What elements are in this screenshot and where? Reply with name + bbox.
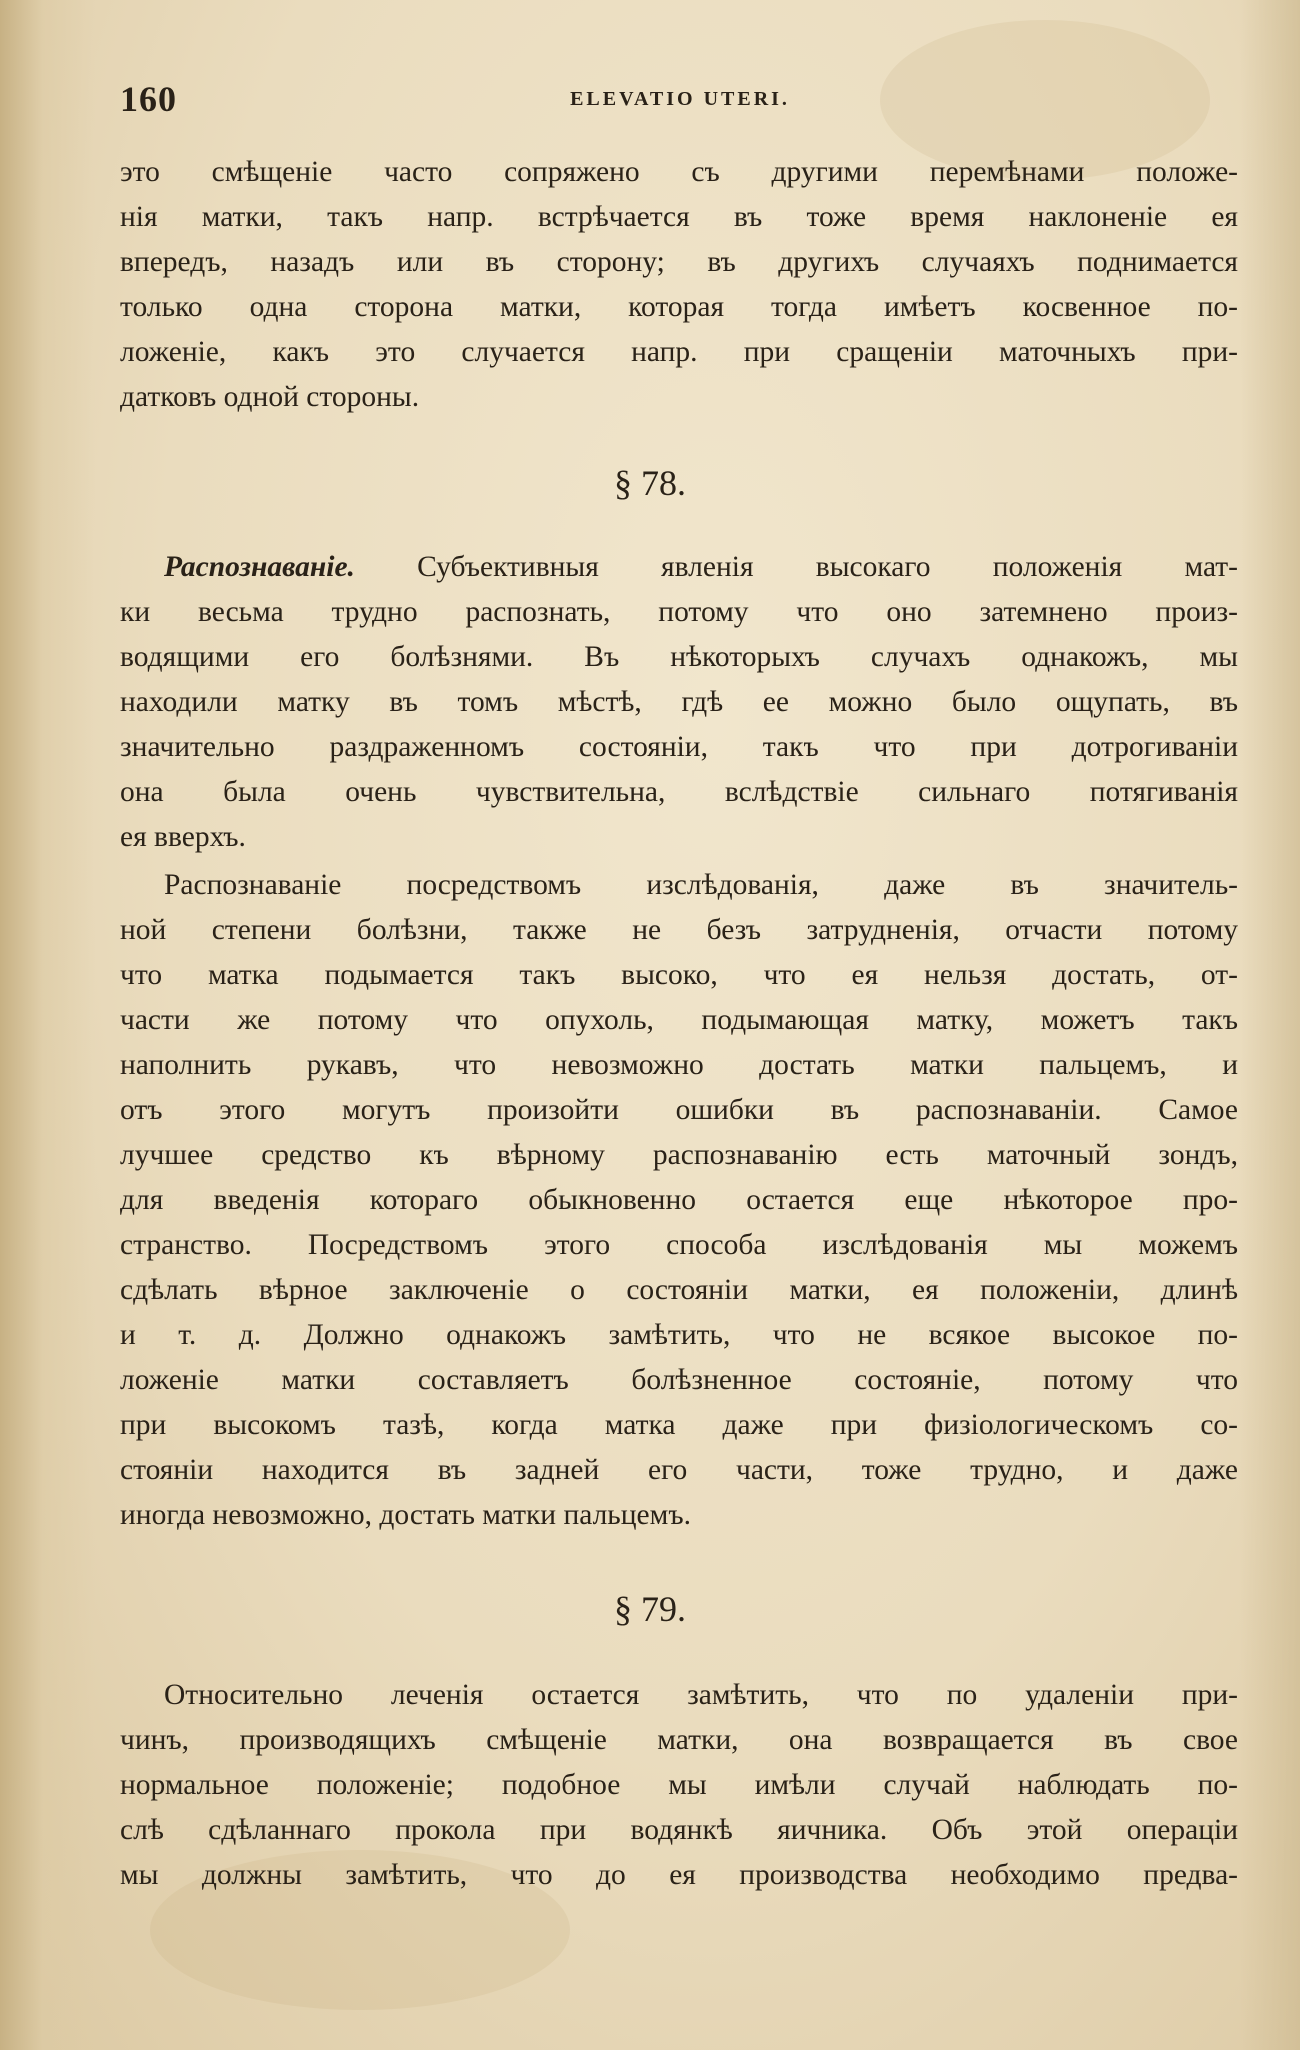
section-heading-79: § 79.: [614, 1589, 686, 1629]
text-line: что матка подымается такъ высоко, что ея нельзя достать, от-: [120, 959, 1238, 991]
text-line: нормальное положеніе; подобное мы имѣли случай наблюдать по-: [120, 1769, 1238, 1801]
text-line: ной степени болѣзни, также не безъ затрудненія, отчасти потому: [120, 914, 1238, 946]
paragraph-continued: [120, 150, 1238, 420]
running-head: ELEVATIO UTERI.: [570, 88, 790, 110]
text-line: слѣ сдѣланнаго прокола при водянкѣ яичника. Объ этой операціи: [120, 1814, 1238, 1846]
text-line: для введенія котораго обыкновенно остается еще нѣкоторое про-: [120, 1184, 1238, 1216]
paragraph-diagnosis: [120, 545, 1238, 860]
text-line: впередъ, назадъ или въ сторону; въ другихъ случаяхъ поднимается: [120, 246, 1238, 278]
text-line: она была очень чувствительна, вслѣдствіе сильнаго потягиванія: [120, 776, 1238, 808]
page-number: 160: [120, 79, 177, 119]
text-line: водящими его болѣзнями. Въ нѣкоторыхъ случахъ однакожъ, мы: [120, 641, 1238, 673]
paragraph-treatment: [120, 1673, 1238, 1898]
section-heading-78: § 78.: [614, 463, 686, 503]
text-line: значительно раздраженномъ состояніи, такъ что при дотрогиваніи: [120, 731, 1238, 763]
text-line: ложеніе, какъ это случается напр. при сращеніи маточныхъ при-: [120, 336, 1238, 368]
text-line: ея вверхъ.: [120, 821, 246, 853]
text-line: сдѣлать вѣрное заключеніе о состояніи матки, ея положеніи, длинѣ: [120, 1274, 1238, 1306]
text-line: и т. д. Должно однакожъ замѣтить, что не всякое высокое по-: [120, 1319, 1238, 1351]
text-line: Относительно леченія остается замѣтить, что по удаленіи при-: [164, 1679, 1238, 1711]
paragraph-examination: [120, 863, 1238, 1538]
text-line: мы должны замѣтить, что до ея производства необходимо предва-: [120, 1859, 1238, 1891]
text-line: находили матку въ томъ мѣстѣ, гдѣ ее можно было ощупать, въ: [120, 686, 1238, 718]
text-line: лучшее средство къ вѣрному распознаванію есть маточный зондъ,: [120, 1139, 1238, 1171]
text-line: наполнить рукавъ, что невозможно достать матки пальцемъ, и: [120, 1049, 1238, 1081]
text-line: это смѣщеніе часто сопряжено съ другими перемѣнами положе-: [120, 156, 1238, 188]
text-line: ложеніе матки составляетъ болѣзненное состояніе, потому что: [120, 1364, 1238, 1396]
text-line: ки весьма трудно распознать, потому что оно затемнено произ-: [120, 596, 1238, 628]
text-line: только одна сторона матки, которая тогда имѣетъ косвенное по-: [120, 291, 1238, 323]
text-line: Распознаваніе посредствомъ изслѣдованія, даже въ значитель-: [164, 869, 1238, 901]
text-line: части же потому что опухоль, подымающая матку, можетъ такъ: [120, 1004, 1238, 1036]
text-line-rest: Субъективныя явленія высокаго положенія мат-: [354, 551, 1238, 583]
text-line: отъ этого могутъ произойти ошибки въ распознаваніи. Самое: [120, 1094, 1238, 1126]
text-line: чинъ, производящихъ смѣщеніе матки, она возвращается въ свое: [120, 1724, 1238, 1756]
text-line: странство. Посредствомъ этого способа изслѣдованія мы можемъ: [120, 1229, 1238, 1261]
page-header: [120, 78, 1240, 122]
text-line: иногда невозможно, достать матки пальцемъ.: [120, 1499, 691, 1531]
text-line: нія матки, такъ напр. встрѣчается въ тоже время наклоненіе ея: [120, 201, 1238, 233]
text-line: [120, 545, 1238, 590]
text-line: при высокомъ тазѣ, когда матка даже при физіологическомъ со-: [120, 1409, 1238, 1441]
text-line: датковъ одной стороны.: [120, 381, 420, 413]
paragraph-lead: Распознаваніе.: [164, 551, 355, 583]
text-line: стояніи находится въ задней его части, тоже трудно, и даже: [120, 1454, 1238, 1486]
